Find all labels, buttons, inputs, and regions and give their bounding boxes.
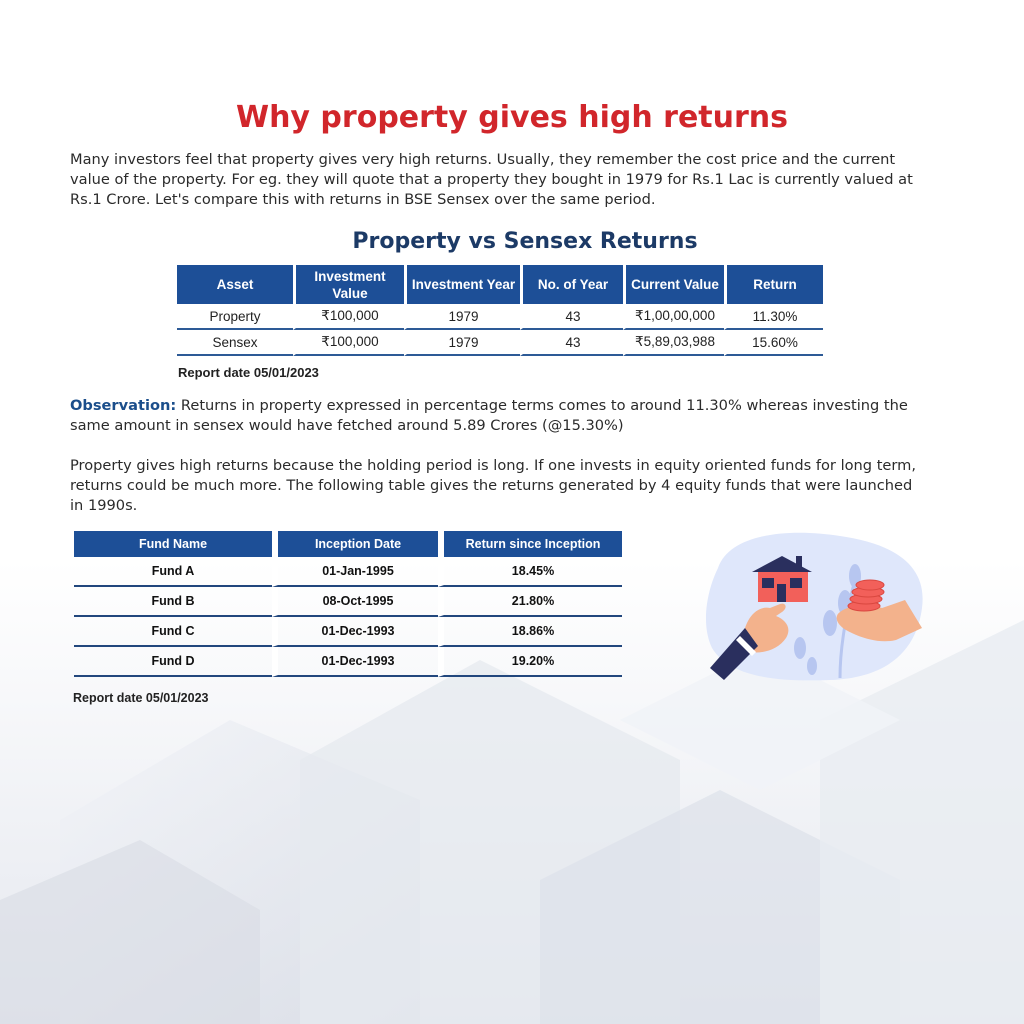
- column-header: Current Value: [623, 265, 724, 304]
- table-cell: Fund D: [74, 647, 272, 677]
- page-title: Why property gives high returns: [235, 100, 788, 135]
- observation-paragraph: [70, 396, 926, 436]
- comparison-title: Property vs Sensex Returns: [352, 229, 698, 254]
- column-header: Investment Value: [293, 265, 404, 304]
- column-header: No. of Year: [520, 265, 623, 304]
- table-cell: Fund A: [74, 557, 272, 587]
- equity-funds-table: [74, 531, 622, 677]
- property-vs-sensex-table: [177, 265, 823, 356]
- table-cell: 43: [520, 304, 623, 330]
- column-header: Inception Date: [272, 531, 438, 557]
- table-row: [74, 617, 622, 647]
- table-cell: Sensex: [177, 330, 293, 356]
- table-cell: ₹100,000: [293, 330, 404, 356]
- table-cell: 19.20%: [438, 647, 622, 677]
- column-header: Return: [724, 265, 823, 304]
- table-cell: 1979: [404, 304, 520, 330]
- table-cell: 18.45%: [438, 557, 622, 587]
- table-cell: 21.80%: [438, 587, 622, 617]
- table-cell: ₹1,00,00,000: [623, 304, 724, 330]
- column-header: Return since Inception: [438, 531, 622, 557]
- column-header: Investment Year: [404, 265, 520, 304]
- table-cell: Property: [177, 304, 293, 330]
- table-cell: Fund B: [74, 587, 272, 617]
- table-cell: 01-Jan-1995: [272, 557, 438, 587]
- intro-paragraph: Many investors feel that property gives very high returns. Usually, they remember the cost price and the current value of the property. For eg. they will quote that a property they bought in 1979 for Rs.1 Lac is currently valued at Rs.1 Crore. Let's compare this with returns in BSE Sensex over the same period.: [70, 151, 913, 208]
- table-cell: ₹5,89,03,988: [623, 330, 724, 356]
- hand-house-coins-icon: [700, 528, 930, 688]
- observation-text: Returns in property expressed in percentage terms comes to around 11.30% whereas investing the same amount in sensex would have fetched around 5.89 Crores (@15.30%): [70, 397, 908, 434]
- table-row: [177, 304, 823, 330]
- funds-intro-paragraph: Property gives high returns because the holding period is long. If one invests in equity oriented funds for long term, returns could be much more. The following table gives the returns generated by 4 equity funds that were launched in 1990s.: [70, 457, 917, 514]
- funds-report-date: Report date 05/01/2023: [73, 691, 209, 705]
- table-cell: 01-Dec-1993: [272, 617, 438, 647]
- report-date: Report date 05/01/2023: [178, 365, 319, 380]
- table-cell: 01-Dec-1993: [272, 647, 438, 677]
- table-cell: 43: [520, 330, 623, 356]
- table-row: [74, 587, 622, 617]
- table-row: [74, 557, 622, 587]
- column-header: Asset: [177, 265, 293, 304]
- table-cell: 15.60%: [724, 330, 823, 356]
- table-row: [177, 330, 823, 356]
- table-cell: ₹100,000: [293, 304, 404, 330]
- table-cell: 1979: [404, 330, 520, 356]
- table-cell: 18.86%: [438, 617, 622, 647]
- observation-label: Observation:: [70, 397, 177, 414]
- table-row: [74, 647, 622, 677]
- table-cell: Fund C: [74, 617, 272, 647]
- table-cell: 11.30%: [724, 304, 823, 330]
- column-header: Fund Name: [74, 531, 272, 557]
- table-cell: 08-Oct-1995: [272, 587, 438, 617]
